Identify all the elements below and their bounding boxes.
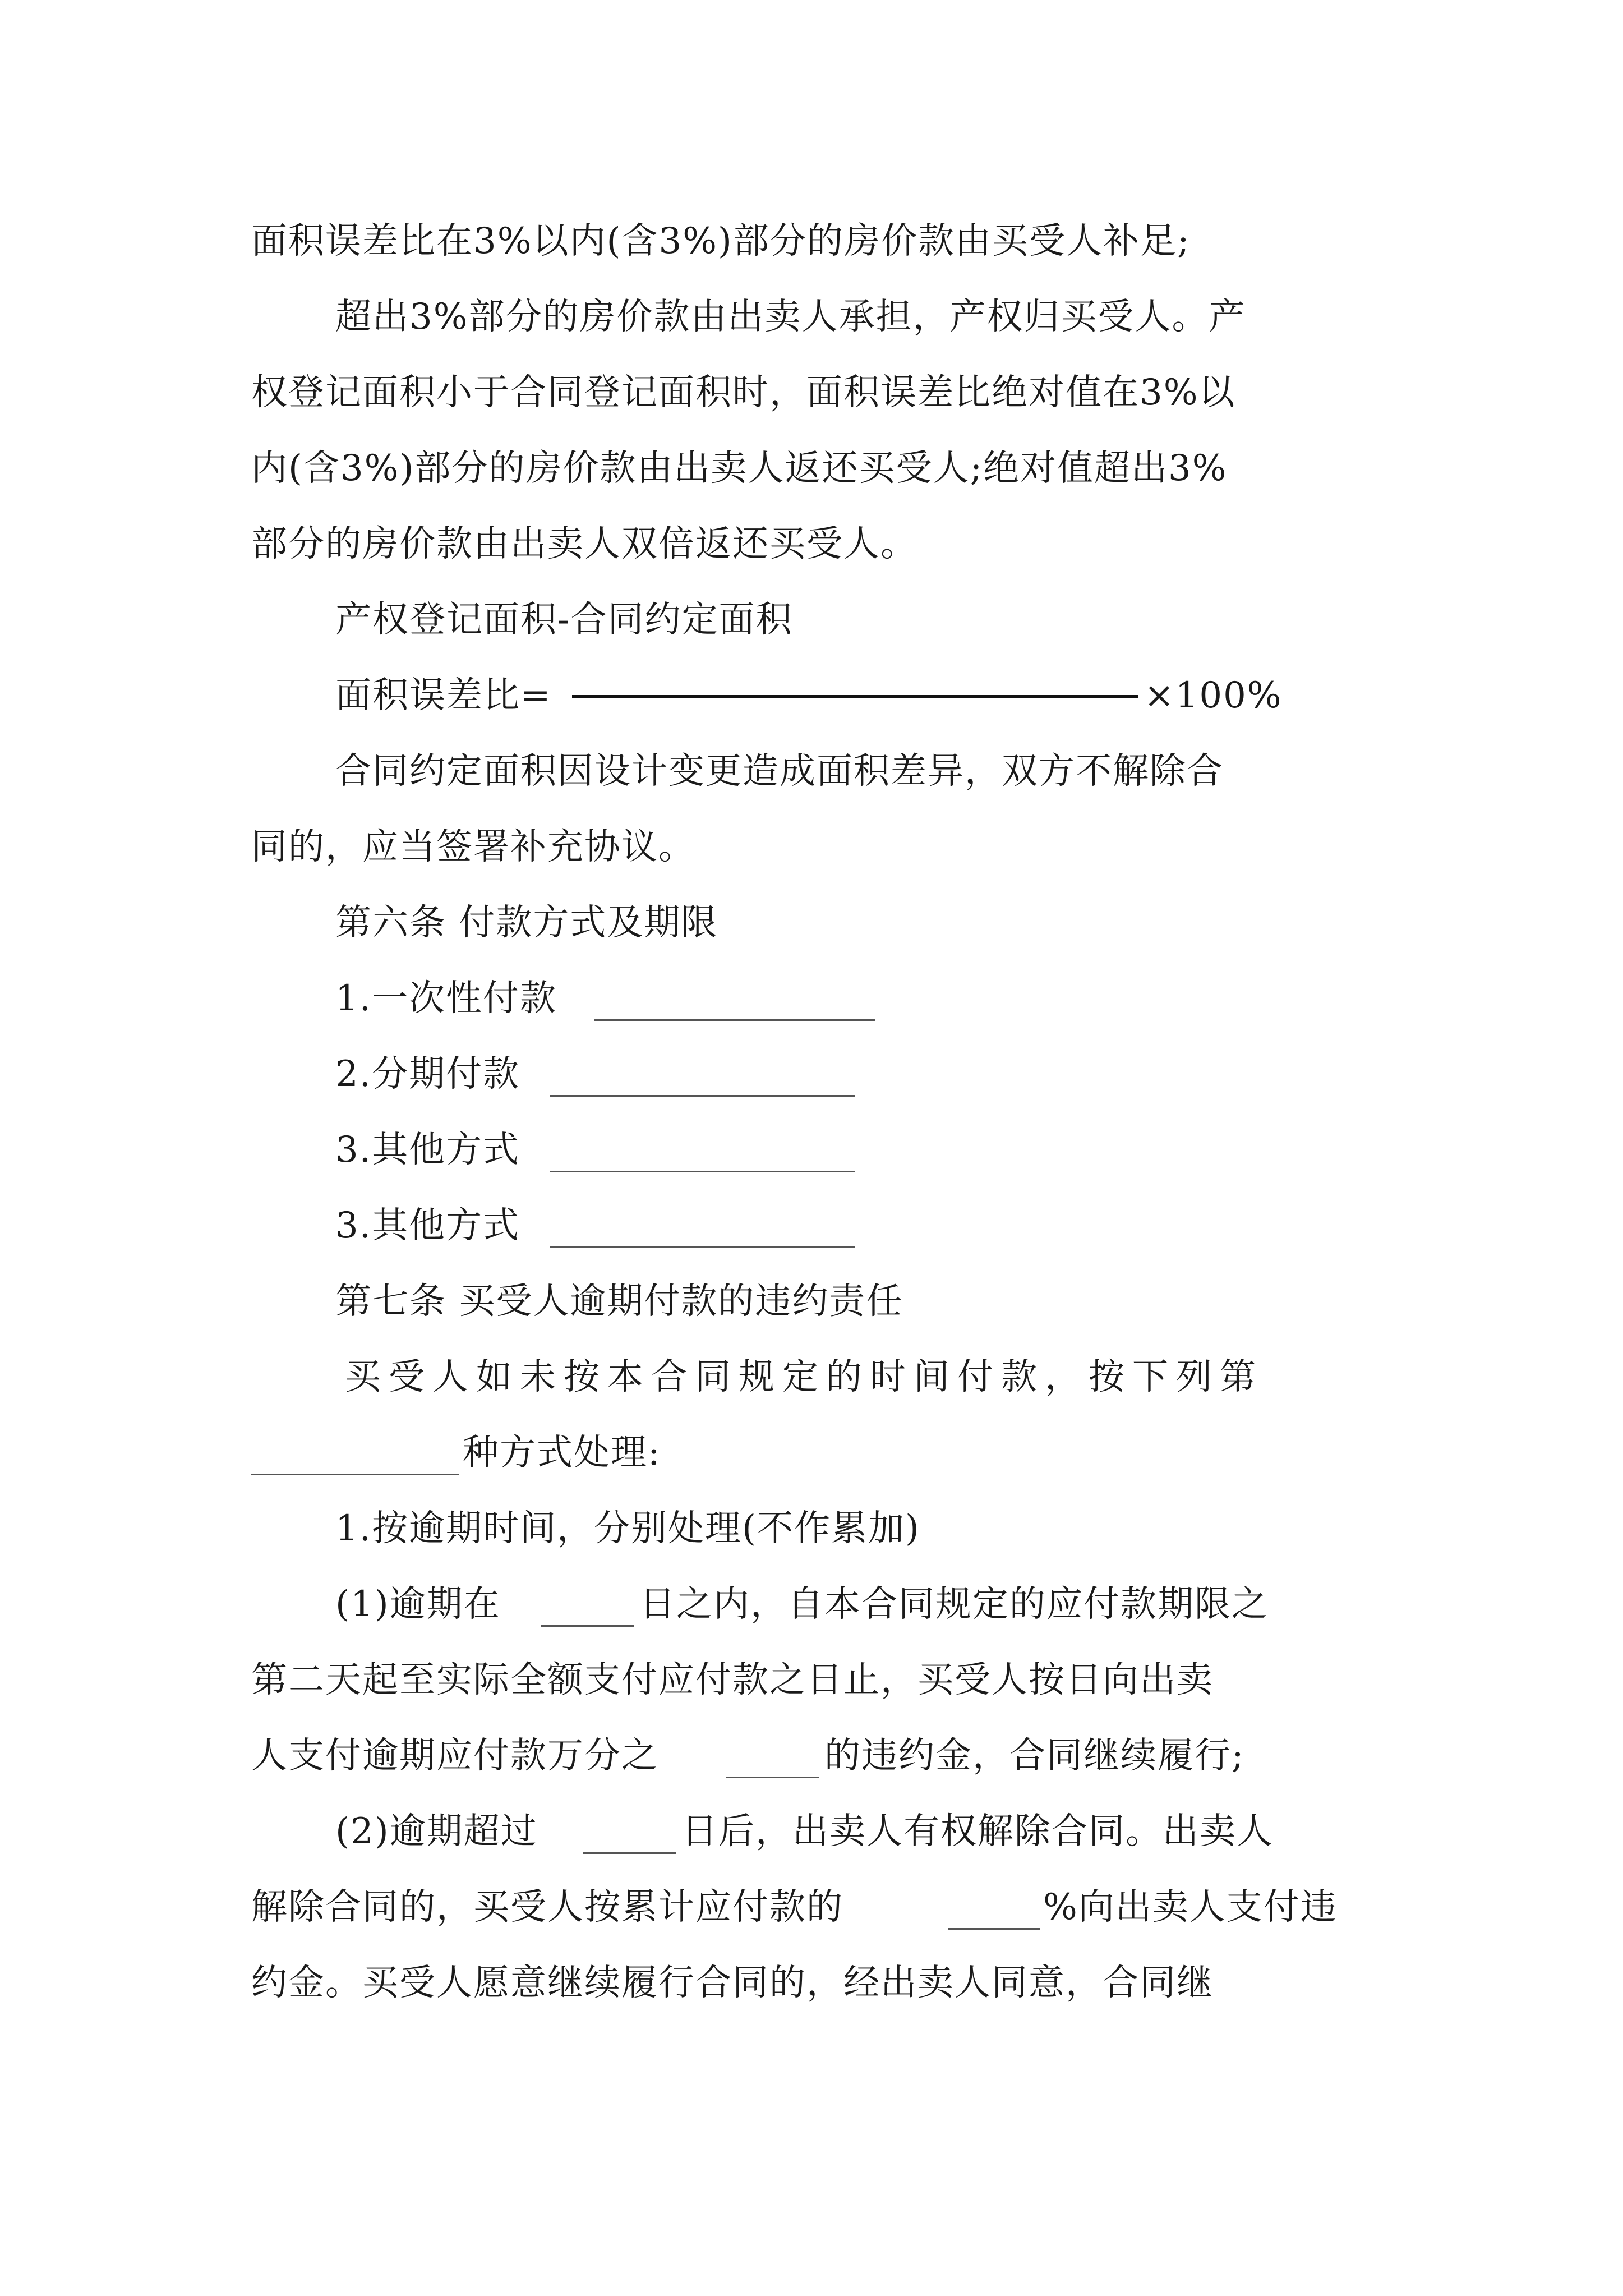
line-text: 种方式处理: xyxy=(463,1432,661,1474)
line-text: 3.其他方式 xyxy=(335,1129,520,1171)
line-text: (2)逾期超过 xyxy=(335,1811,538,1852)
formula-label: 面积误差比= xyxy=(335,675,552,716)
text-line xyxy=(0,1649,1623,1711)
line-text: 1.一次性付款 xyxy=(335,978,557,1019)
fill-blank xyxy=(541,1625,634,1627)
line-text: 权登记面积小于合同登记面积时，面积误差比绝对值在3%以 xyxy=(251,372,1236,413)
text-line xyxy=(0,1952,1623,2014)
formula-numerator xyxy=(0,589,1623,651)
fill-blank xyxy=(550,1171,855,1172)
line-text: 同的，应当签署补充协议。 xyxy=(251,826,695,868)
text-line xyxy=(0,438,1623,499)
text-line xyxy=(0,740,1623,802)
line-text: 日后，出卖人有权解除合同。出卖人 xyxy=(681,1811,1274,1852)
text-line xyxy=(0,1725,1623,1787)
text-line xyxy=(0,1422,1623,1484)
line-text: 内(含3%)部分的房价款由出卖人返还买受人;绝对值超出3% xyxy=(251,448,1228,489)
text-line xyxy=(0,1498,1623,1559)
text-line xyxy=(0,362,1623,424)
line-text: 1.按逾期时间，分别处理(不作累加) xyxy=(335,1508,920,1549)
line-text: 第六条 付款方式及期限 xyxy=(335,902,718,944)
line-text: 2.分期付款 xyxy=(335,1053,520,1095)
line-text: 买受人如未按本合同规定的时间付款，按下列第 xyxy=(345,1356,1264,1398)
payment-option xyxy=(0,968,1623,1029)
line-text: 部分的房价款由出卖人双倍返还买受人。 xyxy=(251,523,917,565)
fill-blank xyxy=(550,1246,855,1248)
fill-blank xyxy=(594,1019,875,1021)
line-text: (1)逾期在 xyxy=(335,1584,501,1625)
line-text: 的违约金，合同继续履行; xyxy=(824,1735,1245,1777)
fraction-bar xyxy=(572,695,1138,698)
payment-option xyxy=(0,1119,1623,1181)
line-text: 面积误差比在3%以内(含3%)部分的房价款由买受人补足; xyxy=(251,220,1191,262)
line-text: 日之内，自本合同规定的应付款期限之 xyxy=(639,1584,1269,1625)
fill-blank xyxy=(726,1777,819,1778)
formula-factor: ×100% xyxy=(1144,675,1283,716)
line-text: %向出卖人支付违 xyxy=(1043,1887,1338,1928)
text-line xyxy=(0,210,1623,272)
line-text: 解除合同的，买受人按累计应付款的 xyxy=(251,1887,843,1928)
text-line xyxy=(0,513,1623,575)
fill-blank xyxy=(948,1928,1040,1930)
formula-line xyxy=(0,665,1623,726)
section-heading xyxy=(0,892,1623,954)
section-heading xyxy=(0,1271,1623,1332)
line-text: 第二天起至实际全额支付应付款之日止，买受人按日向出卖 xyxy=(251,1659,1214,1701)
line-text: 3.其他方式 xyxy=(335,1205,520,1246)
fill-blank xyxy=(583,1852,676,1854)
text-line xyxy=(0,1801,1623,1862)
text-line xyxy=(0,1876,1623,1938)
line-text: 第七条 买受人逾期付款的违约责任 xyxy=(335,1281,903,1322)
text-line xyxy=(0,816,1623,878)
line-text: 合同约定面积因设计变更造成面积差异，双方不解除合 xyxy=(335,751,1224,792)
text-line xyxy=(0,1346,1623,1408)
line-text: 产权登记面积-合同约定面积 xyxy=(335,599,793,641)
text-line xyxy=(0,1573,1623,1635)
line-text: 人支付逾期应付款万分之 xyxy=(251,1735,658,1777)
text-line xyxy=(0,286,1623,348)
payment-option xyxy=(0,1195,1623,1257)
line-text: 超出3%部分的房价款由出卖人承担，产权归买受人。产 xyxy=(335,296,1246,338)
fill-blank xyxy=(550,1095,855,1097)
payment-option xyxy=(0,1043,1623,1105)
fill-blank xyxy=(251,1474,459,1475)
line-text: 约金。买受人愿意继续履行合同的，经出卖人同意，合同继 xyxy=(251,1962,1214,2004)
